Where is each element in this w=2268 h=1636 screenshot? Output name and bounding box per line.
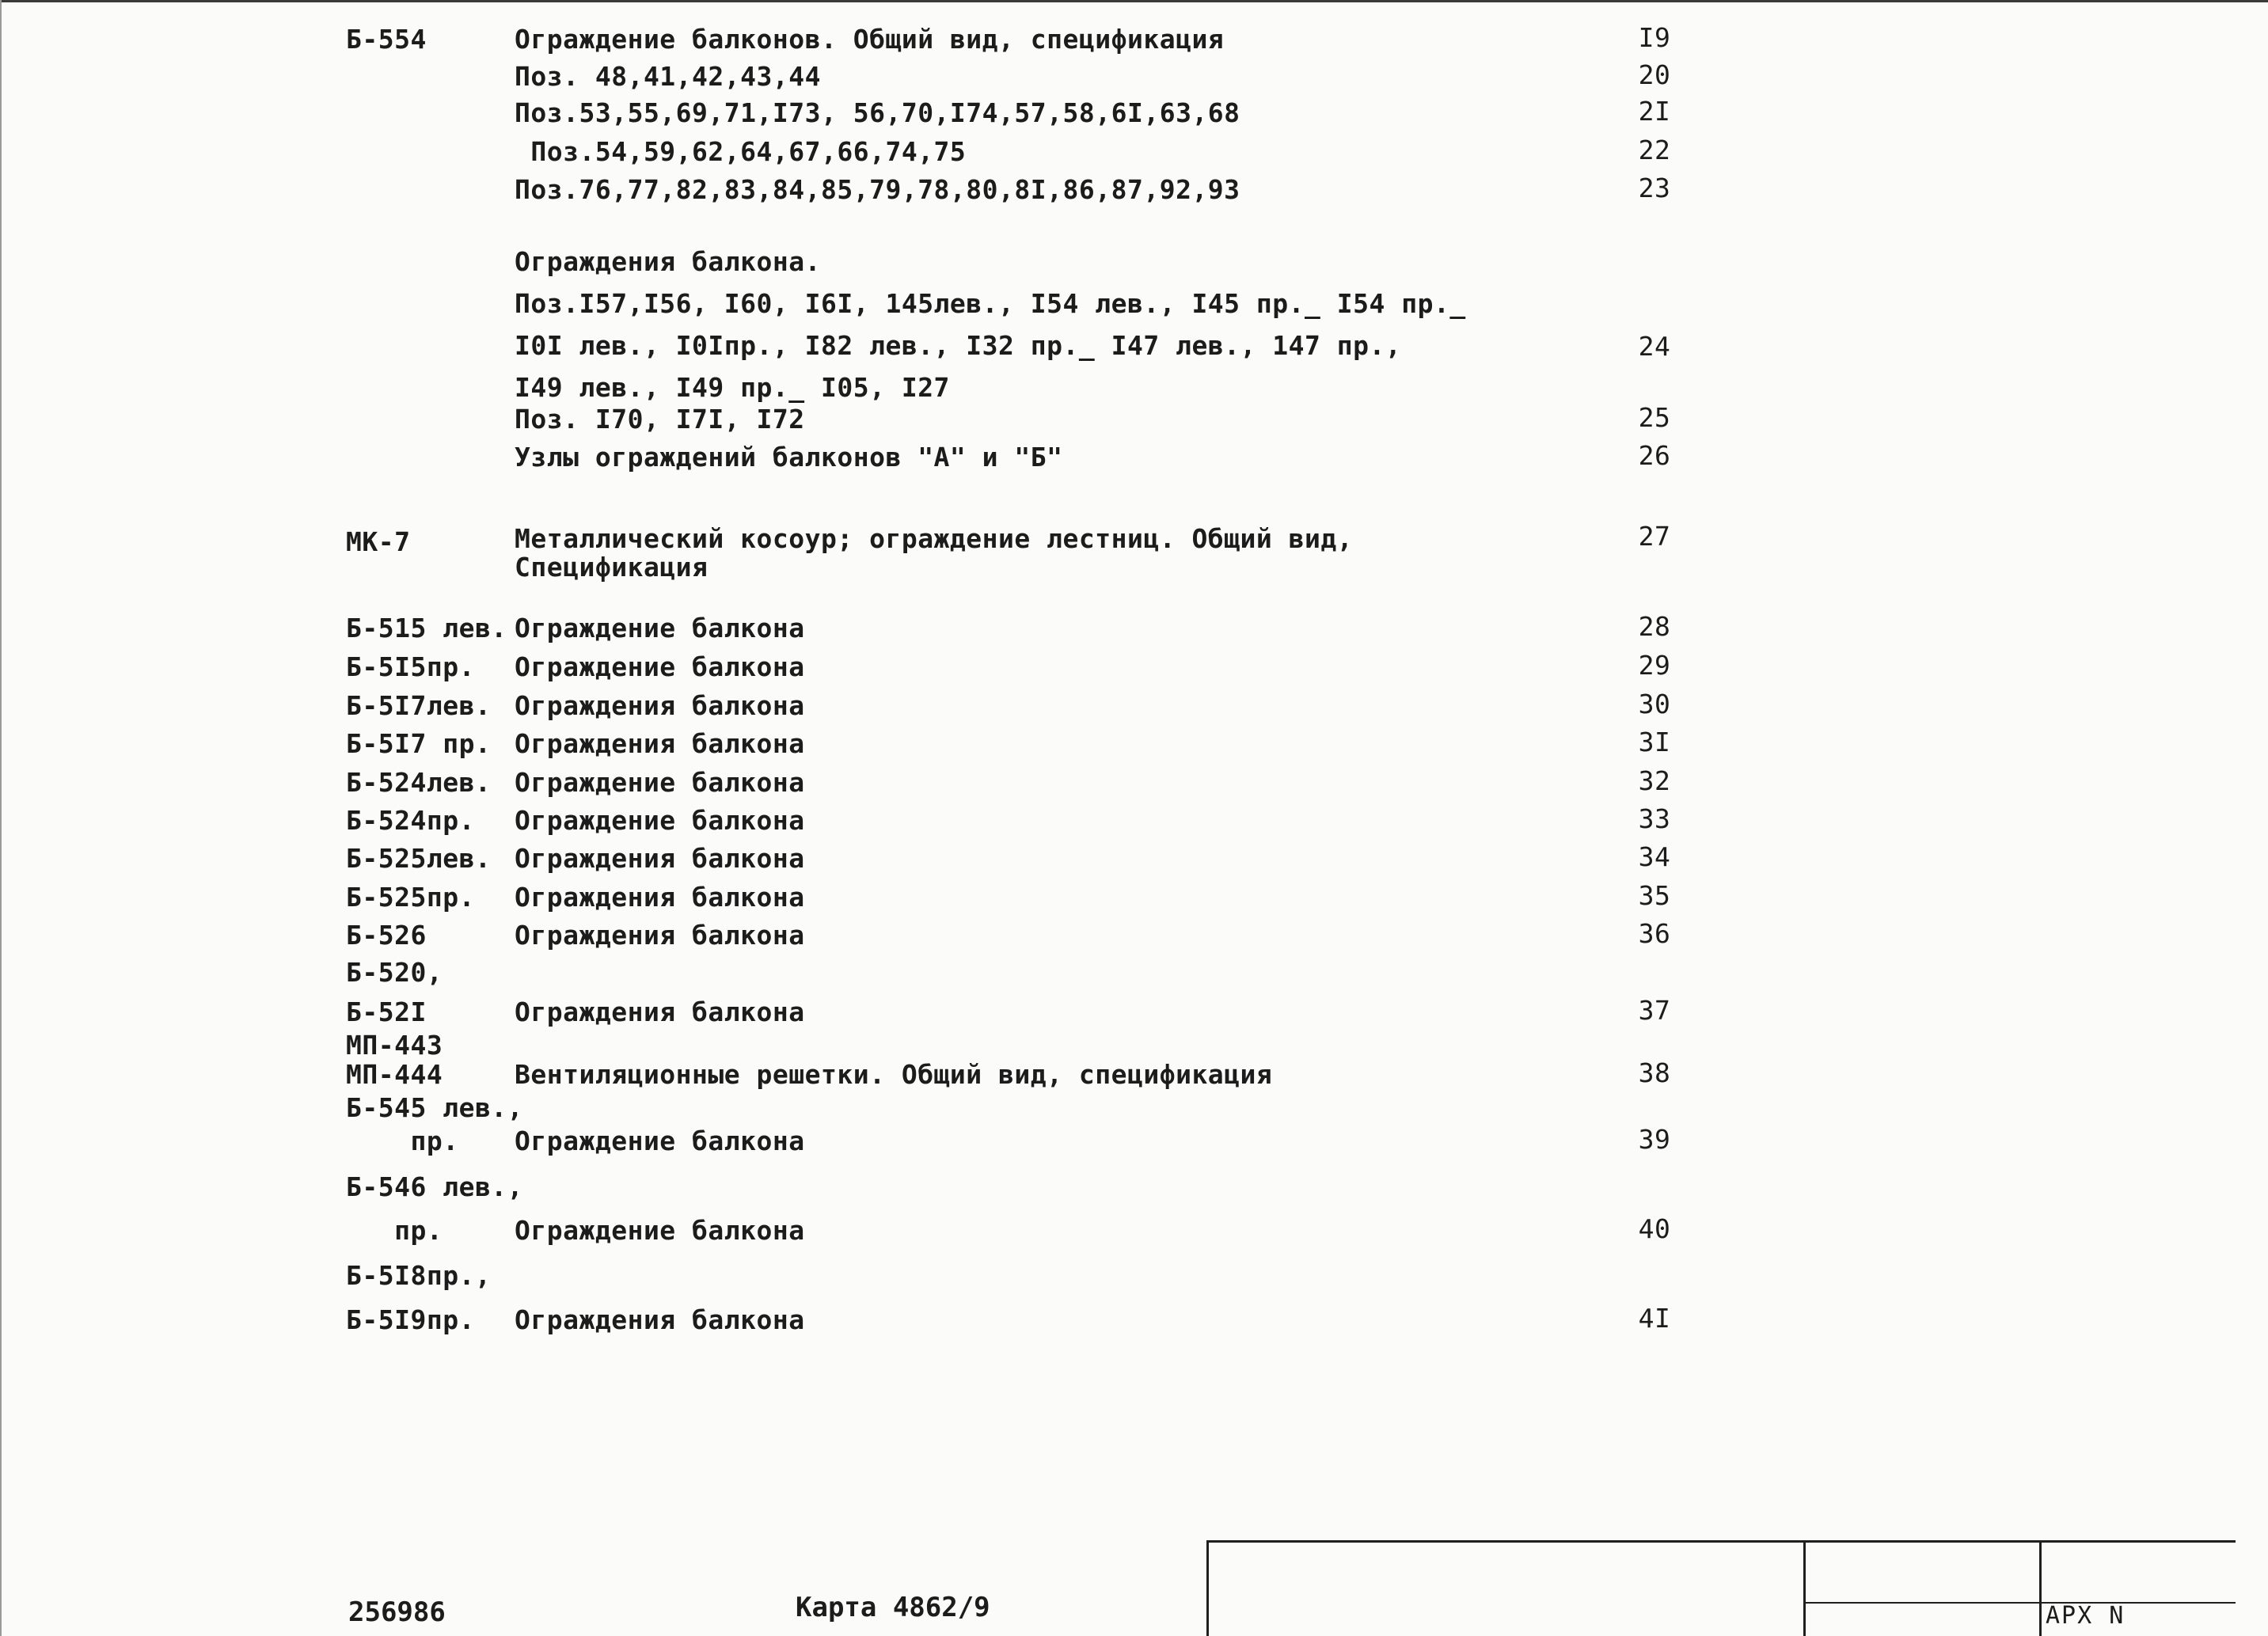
drawing-code: Б-526 [346, 920, 427, 951]
entry-description: Ограждение балкона [515, 1125, 805, 1156]
page-number: 4I [1638, 1303, 1671, 1334]
page-number: 28 [1638, 611, 1671, 642]
page-number: 30 [1638, 689, 1671, 719]
page-number: 25 [1638, 402, 1671, 433]
drawing-code: пр. [346, 1215, 443, 1246]
entry-description: Ограждения балкона. [515, 246, 821, 277]
entry-description: Узлы ограждений балконов "А" и "Б" [515, 442, 1063, 473]
entry-description: Ограждение балкона [515, 805, 805, 836]
page-left-edge [0, 0, 2, 1636]
drawing-code: Б-5I9пр. [346, 1304, 475, 1335]
drawing-code: Б-52I [346, 996, 427, 1027]
drawing-code: МК-7 [346, 526, 411, 557]
entry-description: Поз. 48,41,42,43,44 [515, 61, 821, 92]
entry-description: Ограждения балкона [515, 728, 805, 759]
page-number: 34 [1638, 841, 1671, 872]
drawing-code: Б-546 лев., [346, 1171, 524, 1202]
page-number: I9 [1638, 22, 1671, 53]
drawing-code: пр. [346, 1125, 459, 1156]
drawing-code: Б-5I7 пр. [346, 728, 492, 759]
entry-description: Поз.54,59,62,64,67,66,74,75 [515, 136, 967, 167]
page-number: 2I [1638, 96, 1671, 127]
drawing-code: Б-515 лев. [346, 613, 507, 643]
page-number: 22 [1638, 135, 1671, 165]
drawing-code: Б-524пр. [346, 805, 475, 836]
page-number: 37 [1638, 995, 1671, 1026]
archive-number: 256986 [348, 1596, 446, 1628]
page-number: 20 [1638, 59, 1671, 90]
page-number: 3I [1638, 727, 1671, 757]
entry-description: Ограждения балкона [515, 690, 805, 721]
entry-description: Ограждения балкона [515, 920, 805, 951]
archive-stamp-label: АРХ N [2046, 1602, 2126, 1630]
drawing-code: Б-5I8пр., [346, 1260, 492, 1291]
card-number: Карта 4862/9 [796, 1592, 990, 1623]
drawing-code: Б-524лев. [346, 767, 492, 798]
drawing-code: МП-444 [346, 1059, 443, 1090]
entry-description: I0I лев., I0Iпр., I82 лев., I32 пр._ I47 лев., 147 пр., [515, 330, 1402, 361]
drawing-code: Б-545 лев., [346, 1092, 524, 1123]
entry-description: I49 лев., I49 пр._ I05, I27 [515, 372, 950, 403]
drawing-code: Б-525лев. [346, 843, 492, 874]
entry-description: Спецификация [515, 552, 709, 583]
page-number: 23 [1638, 173, 1671, 203]
drawing-code: Б-525пр. [346, 882, 475, 913]
entry-description: Поз.76,77,82,83,84,85,79,78,80,8I,86,87,92,93 [515, 174, 1240, 205]
page-number: 38 [1638, 1057, 1671, 1088]
page-number: 36 [1638, 918, 1671, 949]
page-number: 27 [1638, 521, 1671, 552]
page-number: 26 [1638, 440, 1671, 471]
page-number: 39 [1638, 1124, 1671, 1155]
page-number: 33 [1638, 803, 1671, 834]
page-number: 29 [1638, 650, 1671, 681]
entry-description: Ограждения балкона [515, 843, 805, 874]
page-number: 32 [1638, 765, 1671, 796]
page-number: 35 [1638, 880, 1671, 911]
drawing-code: Б-554 [346, 24, 427, 55]
drawing-code: Б-520, [346, 957, 443, 988]
drawing-code: Б-5I5пр. [346, 651, 475, 682]
entry-description: Ограждение балкона [515, 767, 805, 798]
entry-description: Ограждения балкона [515, 882, 805, 913]
entry-description: Металлический косоур; ограждение лестниц. Общий вид, [515, 523, 1354, 554]
entry-description: Поз.I57,I56, I60, I6I, 145лев., I54 лев., I45 пр._ I54 пр._ [515, 288, 1466, 319]
entry-description: Ограждения балкона [515, 1304, 805, 1335]
entry-description: Поз. I70, I7I, I72 [515, 404, 805, 435]
drawing-code: Б-5I7лев. [346, 690, 492, 721]
entry-description: Ограждение балкона [515, 651, 805, 682]
page-number: 40 [1638, 1213, 1671, 1244]
entry-description: Поз.53,55,69,71,I73, 56,70,I74,57,58,6I,63,68 [515, 97, 1240, 128]
entry-description: Ограждение балкона [515, 1215, 805, 1246]
entry-description: Ограждение балконов. Общий вид, спецификация [515, 24, 1225, 55]
title-block-stamp [1206, 1540, 2236, 1636]
entry-description: Ограждение балкона [515, 613, 805, 643]
entry-description: Вентиляционные решетки. Общий вид, спецификация [515, 1059, 1273, 1090]
entry-description: Ограждения балкона [515, 996, 805, 1027]
page-number: 24 [1638, 331, 1671, 362]
drawing-code: МП-443 [346, 1030, 443, 1061]
